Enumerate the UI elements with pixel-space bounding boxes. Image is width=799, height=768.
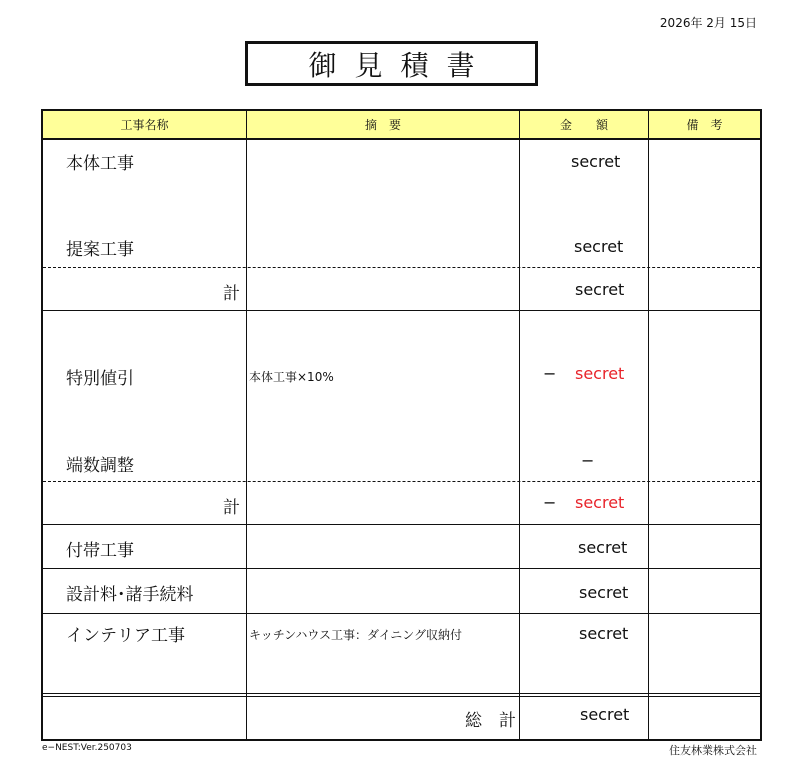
- row-label-sekkei: 設計料･諸手続料: [66, 585, 194, 605]
- col-divider: [246, 111, 247, 739]
- row-divider-dashed: [43, 267, 760, 268]
- amount-sekkei: secret: [579, 583, 629, 602]
- col-header-remarks: 備 考: [649, 111, 760, 138]
- summary-tokubetsu: 本体工事×10%: [249, 370, 334, 384]
- row-divider: [43, 310, 760, 311]
- page-title: 御見積書: [245, 41, 538, 86]
- row-label-tokubetsu: 特別値引: [66, 369, 134, 389]
- amount-hasuu: −: [581, 451, 595, 470]
- row-label-teian: 提案工事: [66, 240, 134, 260]
- col-divider: [519, 111, 520, 739]
- amount-tokubetsu: secret: [575, 364, 625, 383]
- col-header-summary: 摘 要: [247, 111, 519, 138]
- sign-tokubetsu: −: [543, 364, 557, 383]
- amount-interior: secret: [579, 624, 629, 643]
- row-divider: [43, 568, 760, 569]
- table-border: [41, 109, 762, 741]
- estimate-table: [41, 109, 762, 741]
- company-name: 住友林業株式会社: [669, 744, 757, 757]
- row-divider: [43, 696, 760, 697]
- row-label-hontai: 本体工事: [66, 154, 134, 174]
- version-label: e−NEST:Ver.250703: [42, 743, 132, 753]
- amount-futai: secret: [578, 538, 628, 557]
- amount-hontai: secret: [571, 152, 621, 171]
- row-label-subtotal2: 計: [223, 498, 240, 518]
- row-label-subtotal1: 計: [223, 284, 240, 304]
- col-header-amount: 金 額: [520, 111, 648, 138]
- col-header-name: 工事名称: [43, 111, 246, 138]
- sign-subtotal2: −: [543, 493, 557, 512]
- amount-teian: secret: [574, 237, 624, 256]
- amount-total: secret: [580, 705, 630, 724]
- row-divider-dashed: [43, 481, 760, 482]
- row-divider: [43, 613, 760, 614]
- amount-subtotal1: secret: [575, 280, 625, 299]
- issue-date: 2026年 2月 15日: [659, 16, 757, 30]
- col-divider: [648, 111, 649, 739]
- summary-interior: キッチンハウス工事：ダイニング収納付: [249, 628, 463, 642]
- row-divider: [43, 138, 760, 140]
- amount-subtotal2: secret: [575, 493, 625, 512]
- row-label-futai: 付帯工事: [66, 541, 134, 561]
- row-divider: [43, 693, 760, 694]
- row-label-hasuu: 端数調整: [66, 456, 134, 476]
- row-divider: [43, 524, 760, 525]
- row-label-interior: インテリア工事: [66, 626, 185, 646]
- row-label-total: 総 計: [465, 711, 516, 731]
